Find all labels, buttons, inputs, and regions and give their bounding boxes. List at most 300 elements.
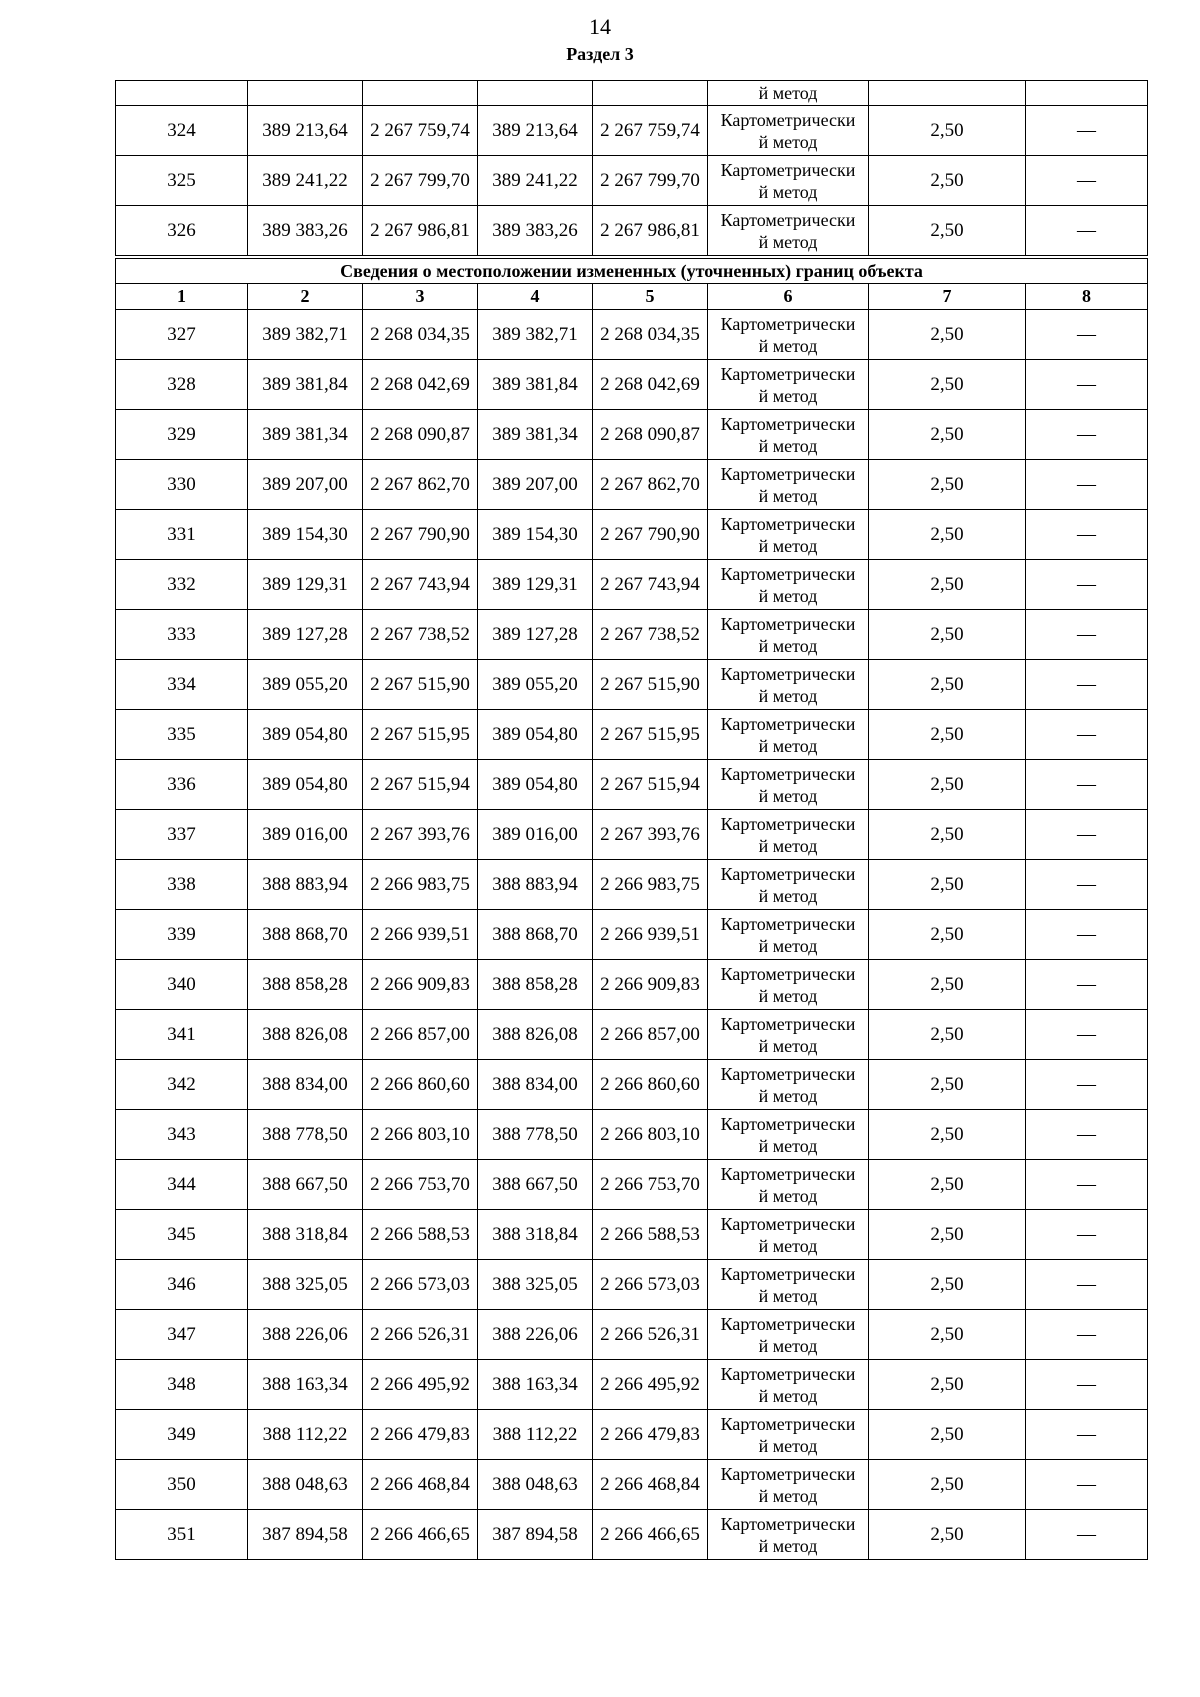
table-row	[116, 1510, 1148, 1560]
point-number-cell: 330	[116, 460, 248, 510]
method-line: Картометрически	[720, 1063, 856, 1084]
method-line: Картометрически	[720, 1213, 856, 1234]
description-cell: —	[1026, 1010, 1148, 1060]
x-refined-cell: 388 163,34	[478, 1360, 593, 1410]
description-cell: —	[1026, 1510, 1148, 1560]
method-line: Картометрически	[720, 1313, 856, 1334]
method-cell	[708, 510, 869, 560]
y-refined-cell: 2 267 393,76	[593, 810, 708, 860]
accuracy-cell: 2,50	[869, 1010, 1026, 1060]
method-line: й метод	[758, 131, 818, 152]
x-existing-cell: 388 226,06	[248, 1310, 363, 1360]
table-body-after	[116, 310, 1148, 1560]
x-existing-cell: 389 381,84	[248, 360, 363, 410]
section-heading-row	[116, 257, 1148, 284]
method-cell	[708, 910, 869, 960]
method-line: Картометрически	[720, 159, 856, 180]
method-line: й метод	[758, 1035, 818, 1056]
accuracy-cell: 2,50	[869, 1510, 1026, 1560]
accuracy-cell: 2,50	[869, 1110, 1026, 1160]
x-refined-cell: 388 048,63	[478, 1460, 593, 1510]
method-cell	[708, 660, 869, 710]
y-refined-cell: 2 267 515,90	[593, 660, 708, 710]
method-cell	[708, 760, 869, 810]
point-number-cell: 324	[116, 106, 248, 156]
table-row	[116, 156, 1148, 206]
point-number-cell: 341	[116, 1010, 248, 1060]
description-cell: —	[1026, 1460, 1148, 1510]
method-line: й метод	[758, 335, 818, 356]
point-number-cell: 340	[116, 960, 248, 1010]
table-row	[116, 1260, 1148, 1310]
description-cell: —	[1026, 206, 1148, 258]
y-refined-cell: 2 266 860,60	[593, 1060, 708, 1110]
point-number-cell: 345	[116, 1210, 248, 1260]
method-cell	[708, 410, 869, 460]
method-line: й метод	[758, 985, 818, 1006]
point-number-cell: 334	[116, 660, 248, 710]
method-line: Картометрически	[720, 109, 856, 130]
table-row	[116, 1210, 1148, 1260]
description-cell: —	[1026, 510, 1148, 560]
method-cell	[708, 710, 869, 760]
x-refined-cell: 389 154,30	[478, 510, 593, 560]
method-cell	[708, 1210, 869, 1260]
y-existing-cell: 2 266 857,00	[363, 1010, 478, 1060]
point-number-cell: 342	[116, 1060, 248, 1110]
y-existing-cell: 2 266 588,53	[363, 1210, 478, 1260]
method-cell	[708, 1310, 869, 1360]
x-refined-cell: 388 667,50	[478, 1160, 593, 1210]
table-row	[116, 1410, 1148, 1460]
x-refined-cell: 389 383,26	[478, 206, 593, 258]
column-number: 6	[708, 284, 869, 310]
method-line: Картометрически	[720, 563, 856, 584]
method-line: й метод	[758, 735, 818, 756]
y-refined-cell: 2 266 526,31	[593, 1310, 708, 1360]
method-line: Картометрически	[720, 863, 856, 884]
y-existing-cell: 2 267 862,70	[363, 460, 478, 510]
point-number-cell: 344	[116, 1160, 248, 1210]
accuracy-cell: 2,50	[869, 910, 1026, 960]
x-existing-cell: 389 154,30	[248, 510, 363, 560]
method-line: Картометрически	[720, 1513, 856, 1534]
table-row	[116, 460, 1148, 510]
method-cell	[708, 360, 869, 410]
method-cell	[708, 1360, 869, 1410]
method-line: й метод	[758, 1085, 818, 1106]
method-line: й метод	[758, 181, 818, 202]
y-existing-cell: 2 267 790,90	[363, 510, 478, 560]
method-cell	[708, 1460, 869, 1510]
method-line: й метод	[758, 385, 818, 406]
x-existing-cell: 388 112,22	[248, 1410, 363, 1460]
method-line: й метод	[758, 785, 818, 806]
accuracy-cell: 2,50	[869, 560, 1026, 610]
point-number-cell: 351	[116, 1510, 248, 1560]
y-existing-cell: 2 266 860,60	[363, 1060, 478, 1110]
table-row	[116, 510, 1148, 560]
x-refined-cell: 389 241,22	[478, 156, 593, 206]
x-refined-cell: 388 778,50	[478, 1110, 593, 1160]
x-existing-cell: 388 048,63	[248, 1460, 363, 1510]
table-row	[116, 560, 1148, 610]
method-line: й метод	[758, 435, 818, 456]
y-existing-cell: 2 267 743,94	[363, 560, 478, 610]
x-existing-cell: 389 055,20	[248, 660, 363, 710]
method-line: Картометрически	[720, 1263, 856, 1284]
continued-row	[116, 81, 1148, 106]
method-line: й метод	[758, 1335, 818, 1356]
x-refined-cell: 389 055,20	[478, 660, 593, 710]
y-refined-cell: 2 266 479,83	[593, 1410, 708, 1460]
point-number-cell: 348	[116, 1360, 248, 1410]
method-cell	[708, 1410, 869, 1460]
method-line: Картометрически	[720, 713, 856, 734]
description-cell: —	[1026, 560, 1148, 610]
x-existing-cell: 388 868,70	[248, 910, 363, 960]
y-refined-cell: 2 266 939,51	[593, 910, 708, 960]
x-refined-cell: 388 834,00	[478, 1060, 593, 1110]
accuracy-cell: 2,50	[869, 156, 1026, 206]
y-refined-cell: 2 267 738,52	[593, 610, 708, 660]
accuracy-cell: 2,50	[869, 106, 1026, 156]
column-number: 2	[248, 284, 363, 310]
x-existing-cell: 388 826,08	[248, 1010, 363, 1060]
y-existing-cell: 2 266 753,70	[363, 1160, 478, 1210]
method-line: Картометрически	[720, 813, 856, 834]
x-existing-cell: 389 207,00	[248, 460, 363, 510]
x-refined-cell: 387 894,58	[478, 1510, 593, 1560]
method-line: й метод	[758, 1535, 818, 1556]
method-cell	[708, 960, 869, 1010]
x-refined-cell: 389 382,71	[478, 310, 593, 360]
x-refined-cell: 389 213,64	[478, 106, 593, 156]
table-row	[116, 1460, 1148, 1510]
column-numbers-row	[116, 284, 1148, 310]
x-refined-cell: 389 207,00	[478, 460, 593, 510]
method-line: Картометрически	[720, 1463, 856, 1484]
table-row	[116, 360, 1148, 410]
method-line: й метод	[758, 1135, 818, 1156]
column-number: 7	[869, 284, 1026, 310]
table-row	[116, 1360, 1148, 1410]
table-row	[116, 206, 1148, 258]
method-line: й метод	[758, 885, 818, 906]
y-refined-cell: 2 267 862,70	[593, 460, 708, 510]
method-line: й метод	[758, 1285, 818, 1306]
x-existing-cell: 388 883,94	[248, 860, 363, 910]
y-refined-cell: 2 266 857,00	[593, 1010, 708, 1060]
method-line: й метод	[758, 1485, 818, 1506]
method-line: Картометрически	[720, 663, 856, 684]
y-existing-cell: 2 266 479,83	[363, 1410, 478, 1460]
description-cell: —	[1026, 610, 1148, 660]
x-existing-cell: 389 383,26	[248, 206, 363, 258]
method-line: й метод	[758, 231, 818, 252]
y-refined-cell: 2 268 090,87	[593, 410, 708, 460]
x-refined-cell: 389 016,00	[478, 810, 593, 860]
accuracy-cell: 2,50	[869, 1210, 1026, 1260]
x-existing-cell: 388 778,50	[248, 1110, 363, 1160]
method-line: й метод	[758, 485, 818, 506]
accuracy-cell: 2,50	[869, 1260, 1026, 1310]
y-existing-cell: 2 266 466,65	[363, 1510, 478, 1560]
table-row	[116, 1110, 1148, 1160]
accuracy-cell: 2,50	[869, 360, 1026, 410]
accuracy-cell: 2,50	[869, 206, 1026, 258]
x-refined-cell: 388 858,28	[478, 960, 593, 1010]
point-number-cell: 339	[116, 910, 248, 960]
method-line: Картометрически	[720, 1163, 856, 1184]
method-cell	[708, 810, 869, 860]
description-cell: —	[1026, 1410, 1148, 1460]
y-existing-cell: 2 266 983,75	[363, 860, 478, 910]
y-refined-cell: 2 266 983,75	[593, 860, 708, 910]
table-row	[116, 1310, 1148, 1360]
table-row	[116, 760, 1148, 810]
method-cell	[708, 206, 869, 258]
method-line: Картометрически	[720, 463, 856, 484]
y-refined-cell: 2 267 799,70	[593, 156, 708, 206]
accuracy-cell: 2,50	[869, 660, 1026, 710]
method-cell	[708, 560, 869, 610]
y-refined-cell: 2 267 986,81	[593, 206, 708, 258]
method-line: Картометрически	[720, 513, 856, 534]
y-refined-cell: 2 266 909,83	[593, 960, 708, 1010]
point-number-cell: 332	[116, 560, 248, 610]
method-line: й метод	[758, 1385, 818, 1406]
point-number-cell: 335	[116, 710, 248, 760]
x-refined-cell: 389 054,80	[478, 710, 593, 760]
y-existing-cell: 2 266 468,84	[363, 1460, 478, 1510]
y-refined-cell: 2 268 034,35	[593, 310, 708, 360]
point-number-cell: 346	[116, 1260, 248, 1310]
x-existing-cell: 388 163,34	[248, 1360, 363, 1410]
method-line: й метод	[758, 685, 818, 706]
y-existing-cell: 2 266 495,92	[363, 1360, 478, 1410]
column-number: 5	[593, 284, 708, 310]
table-row	[116, 710, 1148, 760]
description-cell: —	[1026, 910, 1148, 960]
accuracy-cell: 2,50	[869, 460, 1026, 510]
accuracy-cell: 2,50	[869, 510, 1026, 560]
y-refined-cell: 2 266 588,53	[593, 1210, 708, 1260]
y-refined-cell: 2 267 759,74	[593, 106, 708, 156]
accuracy-cell: 2,50	[869, 410, 1026, 460]
method-line: Картометрически	[720, 1413, 856, 1434]
y-existing-cell: 2 267 515,95	[363, 710, 478, 760]
accuracy-cell: 2,50	[869, 1360, 1026, 1410]
x-existing-cell: 389 381,34	[248, 410, 363, 460]
description-cell: —	[1026, 106, 1148, 156]
y-existing-cell: 2 268 090,87	[363, 410, 478, 460]
description-cell: —	[1026, 310, 1148, 360]
method-line: Картометрически	[720, 763, 856, 784]
coordinates-table	[115, 80, 1148, 1560]
section-title: Раздел 3	[566, 44, 634, 64]
x-existing-cell: 388 834,00	[248, 1060, 363, 1110]
x-existing-cell: 388 325,05	[248, 1260, 363, 1310]
table-body-before	[116, 81, 1148, 258]
method-line: й метод	[758, 835, 818, 856]
y-refined-cell: 2 267 515,94	[593, 760, 708, 810]
table-row	[116, 310, 1148, 360]
accuracy-cell: 2,50	[869, 610, 1026, 660]
accuracy-cell: 2,50	[869, 960, 1026, 1010]
accuracy-cell: 2,50	[869, 310, 1026, 360]
method-line: й метод	[758, 585, 818, 606]
method-line: Картометрически	[720, 363, 856, 384]
table-row	[116, 410, 1148, 460]
x-existing-cell: 389 127,28	[248, 610, 363, 660]
description-cell: —	[1026, 360, 1148, 410]
method-cell	[708, 1510, 869, 1560]
method-line: й метод	[758, 635, 818, 656]
y-existing-cell: 2 266 526,31	[363, 1310, 478, 1360]
column-number: 1	[116, 284, 248, 310]
x-refined-cell: 388 226,06	[478, 1310, 593, 1360]
y-existing-cell: 2 267 759,74	[363, 106, 478, 156]
method-line: й метод	[758, 535, 818, 556]
x-existing-cell: 389 054,80	[248, 760, 363, 810]
method-cell	[708, 156, 869, 206]
table-row	[116, 106, 1148, 156]
y-existing-cell: 2 266 803,10	[363, 1110, 478, 1160]
x-existing-cell: 387 894,58	[248, 1510, 363, 1560]
table-row	[116, 960, 1148, 1010]
table-row	[116, 910, 1148, 960]
x-refined-cell: 389 054,80	[478, 760, 593, 810]
section-heading: Сведения о местоположении измененных (уточненных) границ объекта	[116, 257, 1148, 284]
x-existing-cell: 389 382,71	[248, 310, 363, 360]
point-number-cell: 329	[116, 410, 248, 460]
point-number-cell: 336	[116, 760, 248, 810]
x-refined-cell: 388 325,05	[478, 1260, 593, 1310]
y-existing-cell: 2 267 515,90	[363, 660, 478, 710]
description-cell: —	[1026, 410, 1148, 460]
point-number-cell: 327	[116, 310, 248, 360]
y-refined-cell: 2 267 790,90	[593, 510, 708, 560]
column-number: 8	[1026, 284, 1148, 310]
x-existing-cell: 389 213,64	[248, 106, 363, 156]
method-line: Картометрически	[720, 413, 856, 434]
y-existing-cell: 2 267 393,76	[363, 810, 478, 860]
point-number-cell: 343	[116, 1110, 248, 1160]
method-line: Картометрически	[720, 1113, 856, 1134]
x-refined-cell: 388 112,22	[478, 1410, 593, 1460]
y-refined-cell: 2 266 753,70	[593, 1160, 708, 1210]
y-refined-cell: 2 266 495,92	[593, 1360, 708, 1410]
table-section-header	[116, 257, 1148, 310]
description-cell: —	[1026, 1110, 1148, 1160]
description-cell: —	[1026, 1060, 1148, 1110]
x-refined-cell: 388 318,84	[478, 1210, 593, 1260]
point-number-cell: 347	[116, 1310, 248, 1360]
description-cell: —	[1026, 710, 1148, 760]
method-line: Картометрически	[720, 1363, 856, 1384]
accuracy-cell: 2,50	[869, 1410, 1026, 1460]
method-line: Картометрически	[720, 963, 856, 984]
method-line: й метод	[758, 1235, 818, 1256]
method-cell	[708, 1160, 869, 1210]
continued-method-cell: й метод	[708, 81, 869, 106]
description-cell: —	[1026, 1360, 1148, 1410]
y-refined-cell: 2 267 743,94	[593, 560, 708, 610]
column-number: 4	[478, 284, 593, 310]
method-line: Картометрически	[720, 913, 856, 934]
point-number-cell: 333	[116, 610, 248, 660]
y-refined-cell: 2 267 515,95	[593, 710, 708, 760]
column-number: 3	[363, 284, 478, 310]
x-refined-cell: 388 826,08	[478, 1010, 593, 1060]
description-cell: —	[1026, 156, 1148, 206]
x-refined-cell: 389 129,31	[478, 560, 593, 610]
method-line: Картометрически	[720, 313, 856, 334]
y-existing-cell: 2 267 799,70	[363, 156, 478, 206]
y-refined-cell: 2 268 042,69	[593, 360, 708, 410]
y-existing-cell: 2 268 034,35	[363, 310, 478, 360]
method-cell	[708, 310, 869, 360]
x-existing-cell: 388 858,28	[248, 960, 363, 1010]
description-cell: —	[1026, 960, 1148, 1010]
point-number-cell: 326	[116, 206, 248, 258]
description-cell: —	[1026, 1260, 1148, 1310]
table-row	[116, 660, 1148, 710]
method-cell	[708, 860, 869, 910]
page-number: 14	[589, 14, 611, 39]
x-refined-cell: 389 381,34	[478, 410, 593, 460]
point-number-cell: 349	[116, 1410, 248, 1460]
point-number-cell: 325	[116, 156, 248, 206]
x-existing-cell: 389 241,22	[248, 156, 363, 206]
accuracy-cell: 2,50	[869, 1310, 1026, 1360]
x-existing-cell: 388 318,84	[248, 1210, 363, 1260]
y-existing-cell: 2 267 515,94	[363, 760, 478, 810]
point-number-cell: 328	[116, 360, 248, 410]
table-row	[116, 610, 1148, 660]
x-existing-cell: 389 016,00	[248, 810, 363, 860]
description-cell: —	[1026, 460, 1148, 510]
method-cell	[708, 106, 869, 156]
accuracy-cell: 2,50	[869, 710, 1026, 760]
y-refined-cell: 2 266 573,03	[593, 1260, 708, 1310]
y-refined-cell: 2 266 803,10	[593, 1110, 708, 1160]
method-cell	[708, 1010, 869, 1060]
point-number-cell: 350	[116, 1460, 248, 1510]
description-cell: —	[1026, 1160, 1148, 1210]
point-number-cell: 337	[116, 810, 248, 860]
x-existing-cell: 389 054,80	[248, 710, 363, 760]
y-existing-cell: 2 267 738,52	[363, 610, 478, 660]
table-row	[116, 1160, 1148, 1210]
x-existing-cell: 389 129,31	[248, 560, 363, 610]
point-number-cell: 331	[116, 510, 248, 560]
method-line: Картометрически	[720, 209, 856, 230]
method-line: й метод	[758, 1435, 818, 1456]
y-refined-cell: 2 266 468,84	[593, 1460, 708, 1510]
x-refined-cell: 388 883,94	[478, 860, 593, 910]
method-line: й метод	[758, 1185, 818, 1206]
description-cell: —	[1026, 1310, 1148, 1360]
y-existing-cell: 2 267 986,81	[363, 206, 478, 258]
table-row	[116, 860, 1148, 910]
accuracy-cell: 2,50	[869, 1460, 1026, 1510]
x-existing-cell: 388 667,50	[248, 1160, 363, 1210]
x-refined-cell: 389 381,84	[478, 360, 593, 410]
table-row	[116, 1060, 1148, 1110]
accuracy-cell: 2,50	[869, 1060, 1026, 1110]
